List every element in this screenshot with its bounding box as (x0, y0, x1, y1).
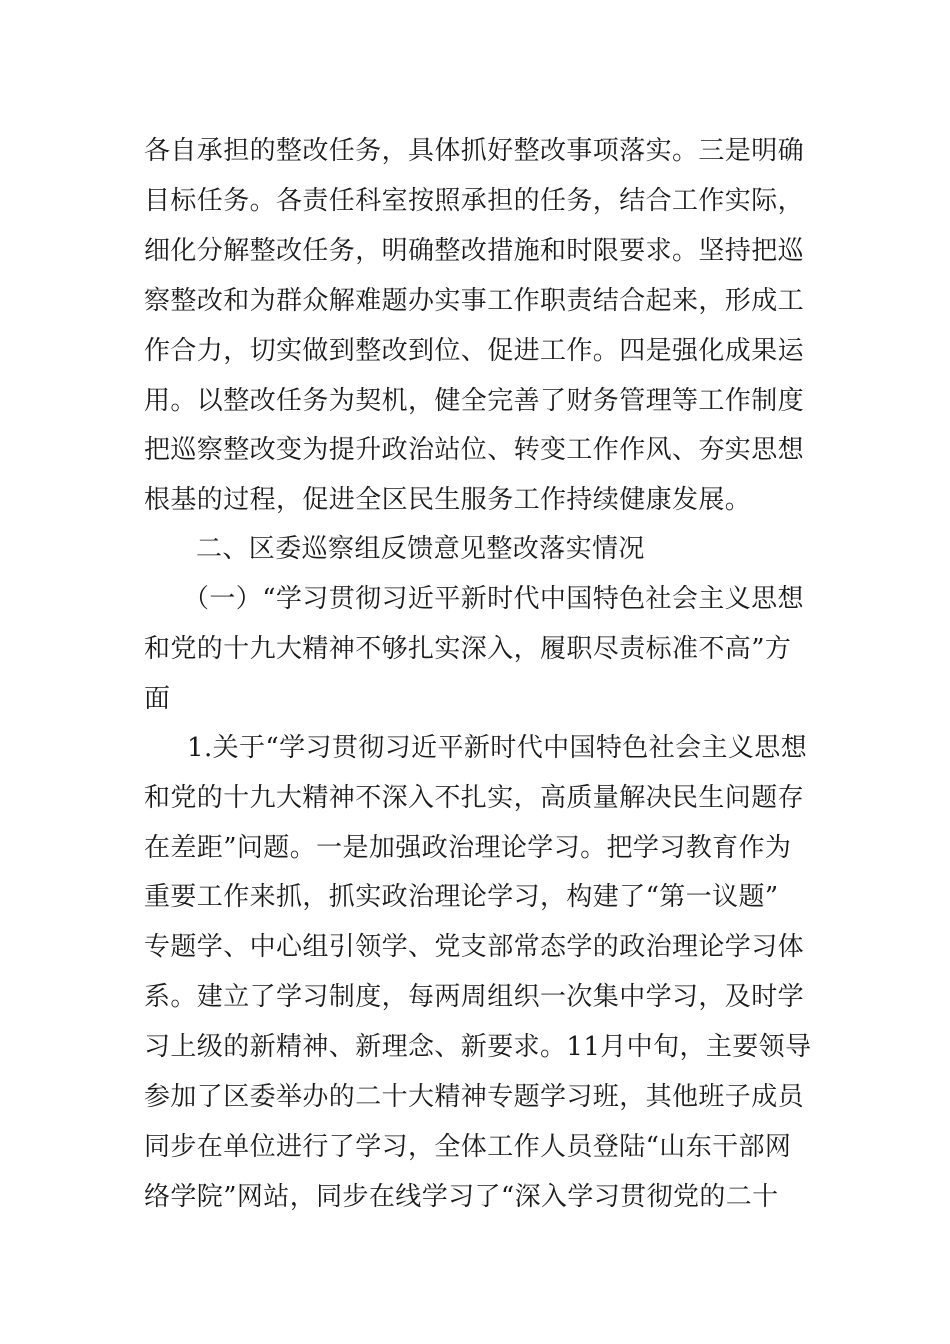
subsection-heading-line: （一）“学习贯彻习近平新时代中国特色社会主义思想 (183, 584, 804, 614)
subsection-heading-line: 和党的十九大精神不够扎实深入，履职尽责标准不高”方 (144, 634, 792, 664)
item-line: 系。建立了学习制度，每两周组织一次集中学习，及时学 (144, 982, 805, 1012)
paragraph-line: 细化分解整改任务，明确整改措施和时限要求。坚持把巡 (144, 236, 805, 266)
paragraph-line: 察整改和为群众解难题办实事工作职责结合起来，形成工 (144, 286, 805, 316)
item-line: 习上级的新精神、新理念、新要求。11月中旬，主要领导 (144, 1032, 812, 1062)
item-line: 专题学、中心组引领学、党支部常态学的政治理论学习体 (144, 932, 805, 962)
item-line: 参加了区委举办的二十大精神专题学习班，其他班子成员 (144, 1082, 805, 1112)
paragraph-line: 作合力，切实做到整改到位、促进工作。四是强化成果运 (144, 336, 805, 366)
item-line: 和党的十九大精神不深入不扎实，高质量解决民生问题存 (144, 783, 805, 813)
paragraph-line: 把巡察整改变为提升政治站位、转变工作作风、夯实思想 (144, 435, 805, 465)
item-line: 重要工作来抓，抓实政治理论学习，构建了“第一议题” (144, 882, 779, 912)
paragraph-line: 用。以整改任务为契机，健全完善了财务管理等工作制度 (144, 386, 805, 416)
paragraph-line: 根基的过程，促进全区民生服务工作持续健康发展。 (144, 485, 752, 515)
subsection-heading-line: 面 (144, 684, 171, 714)
section-heading: 二、区委巡察组反馈意见整改落实情况 (196, 534, 645, 564)
item-line: 络学院”网站，同步在线学习了“深入学习贯彻党的二十 (144, 1182, 779, 1212)
item-line: 在差距”问题。一是加强政治理论学习。把学习教育作为 (144, 833, 792, 863)
item-line: 1.关于“学习贯彻习近平新时代中国特色社会主义思想 (187, 733, 808, 763)
item-line: 同步在单位进行了学习，全体工作人员登陆“山东干部网 (144, 1132, 792, 1162)
paragraph-line: 各自承担的整改任务，具体抓好整改事项落实。三是明确 (144, 136, 805, 166)
paragraph-line: 目标任务。各责任科室按照承担的任务，结合工作实际， (144, 186, 805, 216)
